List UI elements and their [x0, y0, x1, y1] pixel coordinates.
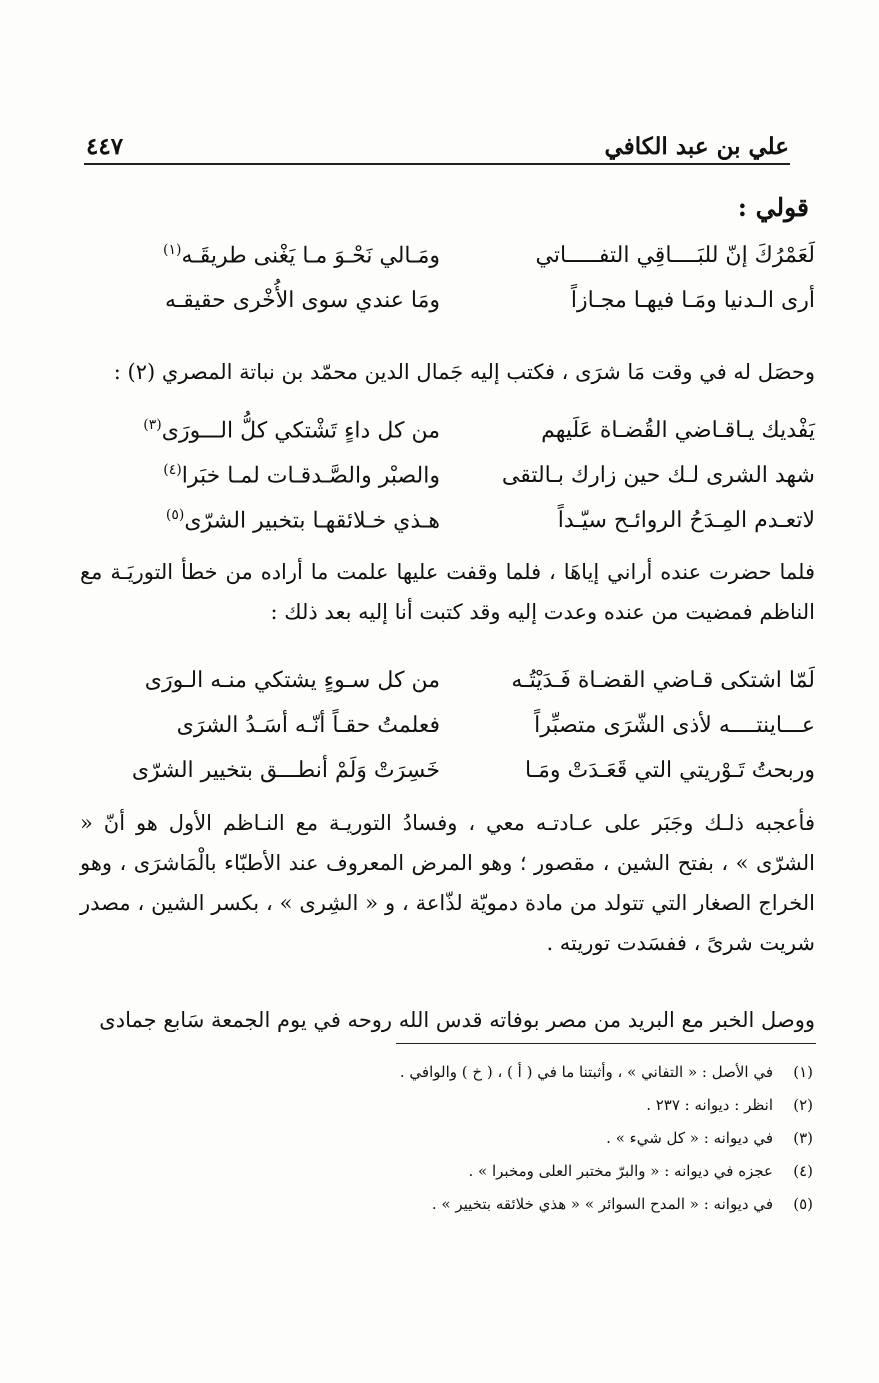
verse-hemistich-2: هـذي خـلائقهـا بتخبير الشرّى$^{(٥)}$: [165, 507, 440, 534]
footnote: [93, 1088, 813, 1121]
verse-hemistich-1: شهد الشرى لـك حين زارك بـالتقى: [501, 463, 815, 488]
footnote-number: (٣): [793, 1128, 813, 1147]
paragraph-4: ووصل الخبر مع البريد من مصر بوفاته قدس الله روحه في يوم الجمعة سَابع جمادى: [99, 1008, 815, 1032]
footnote-text: في ديوانه : « كل شيء » .: [606, 1128, 773, 1147]
verse: [110, 703, 815, 748]
verse-hemistich-1: لَمّا اشتكى قـاضي القضـاة فَـدَيْتُـه: [511, 668, 815, 693]
paragraph-1: وحصَل له في وقت مَا شرَى ، فكتب إليه جَمال الدين محمّد بن نباتة المصري (٢) :: [113, 360, 815, 384]
footnotes: [93, 1055, 813, 1220]
poem-1: [110, 233, 815, 323]
verse-hemistich-2: فعلمتُ حقـاً أنّـه أسَـدُ الشرَى: [176, 713, 440, 738]
verse: [110, 278, 815, 323]
footnote-text: انظر : ديوانه : ٢٣٧ .: [646, 1095, 773, 1114]
paragraph-3: فأعجبه ذلـك وجَبَر على عـادتـه معي ، وفسادُ التوريـة مع النـاظم الأول هو أنّ « الشرّى » ، بفتح الشين ، مقصور ؛ وهو المرض المعروف عند الأطبّاء بالْمَاشرَى ، وهو الخراج الصغار التي تتولد من مادة دمويّة لذّاعة ، و « الشِرى » ، بكسر الشين ، مصدر شريت شرىً ، ففسَدت توريته .: [80, 811, 815, 955]
verse: [110, 453, 815, 498]
verse-hemistich-1: لاتعـدم المِـدَحُ الروائـح سيّـداً: [557, 508, 815, 533]
verse: [110, 233, 815, 278]
verse: [110, 408, 815, 453]
verse-hemistich-1: عـــاينتــــه لأذى الشّرَى متصبِّراً: [534, 713, 815, 738]
footnote-marker: (٤): [163, 462, 182, 479]
footnote: [93, 1187, 813, 1220]
footnote-number: (٢): [793, 1095, 813, 1114]
footnote: [93, 1055, 813, 1088]
footnote: [93, 1121, 813, 1154]
page-number: ٤٤٧: [86, 132, 124, 160]
verse: [110, 658, 815, 703]
verse: [110, 748, 815, 793]
verse-hemistich-2: خَسِرَتْ وَلَمْ أنطـــق بتخيير الشرّى: [131, 758, 440, 783]
poem-2: [110, 408, 815, 543]
verse-hemistich-1: وربحتُ تَـوْريتي التي قَعَـدَتْ ومَـا: [525, 758, 815, 783]
footnote-number: (٤): [793, 1161, 813, 1180]
header-rule: [84, 163, 790, 165]
verse: [110, 498, 815, 543]
running-title: علي بن عبد الكافي: [604, 132, 789, 160]
footnote-number: (٥): [793, 1194, 813, 1213]
verse-hemistich-2: ومَا عندي سوى الأُخْرى حقيقـه: [165, 288, 440, 313]
footnote-marker: (٣): [143, 417, 162, 434]
verse-hemistich-2: من كل داءٍ تَشْتكي كلُّ الـــورَى$^{(٣)}$: [143, 417, 440, 444]
verse-hemistich-1: يَفْديك يـاقـاضي القُضـاة عَلَيهم: [541, 418, 815, 443]
footnote-text: في الأصل : « التفاني » ، وأثبتنا ما في ( أ ) ، ( خ ) والوافي .: [399, 1062, 773, 1081]
paragraph-2: فلما حضرت عنده أراني إياهَا ، فلما وقفت عليها علمت ما أراده من خطأ التوريَـة مع الناظم فمضيت من عنده وعدت إليه وقد كتبت أنا إليه بعد ذلك :: [80, 560, 815, 624]
footnote-marker: (١): [163, 242, 182, 259]
footnote: [93, 1154, 813, 1187]
intro-label: قولي :: [737, 193, 809, 222]
verse-hemistich-2: والصبْر والصَّـدقـات لمـا خبَرا$^{(٤)}$: [163, 462, 440, 489]
verse-hemistich-1: لَعَمْرُكَ إنّ للبَــــاقِي التفـــــاتي: [535, 243, 815, 268]
footnote-text: في ديوانه : « المدح السوائر » « هذي خلائقه بتخيير » .: [431, 1194, 773, 1213]
footnote-rule: [396, 1043, 816, 1044]
footnote-text: عجزه في ديوانه : « والبرّ مختبر العلى ومخبرا » .: [468, 1161, 773, 1180]
page-header: [86, 128, 789, 164]
footnote-number: (١): [793, 1062, 813, 1081]
footnote-marker: (٥): [165, 507, 185, 524]
verse-hemistich-2: من كل سـوءٍ يشتكي منـه الـورَى: [144, 668, 440, 693]
poem-3: [110, 658, 815, 793]
verse-hemistich-2: ومَـالي نَحْـوَ مـا يَغْنى طريقَـه$^{(١)}$: [163, 242, 440, 269]
verse-hemistich-1: أرى الـدنيا ومَـا فيهـا مجـازاً: [570, 288, 815, 313]
